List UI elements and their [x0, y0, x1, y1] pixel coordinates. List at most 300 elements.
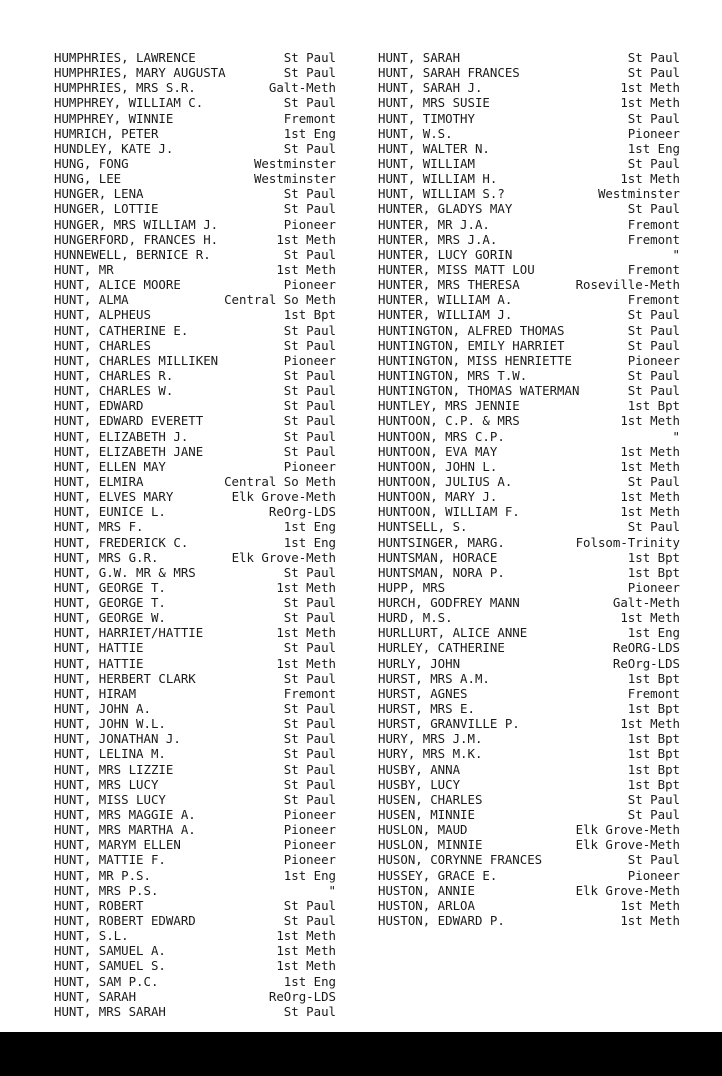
- member-name: HUMPHRIES, MRS S.R.: [54, 80, 196, 96]
- member-name: HUNGER, MRS WILLIAM J.: [54, 216, 219, 232]
- member-name: HURST, MRS A.M.: [378, 670, 490, 686]
- list-item: [378, 217, 680, 232]
- list-item: [54, 413, 336, 428]
- list-item: [54, 974, 336, 989]
- church-name: St Paul: [283, 595, 336, 611]
- list-item: [54, 519, 336, 534]
- list-item: [54, 898, 336, 913]
- church-name: 1st Meth: [620, 610, 680, 626]
- list-item: [54, 640, 336, 655]
- church-name: St Paul: [627, 519, 680, 535]
- list-item: [54, 958, 336, 973]
- list-item: [378, 640, 680, 655]
- list-item: [378, 474, 680, 489]
- member-name: HUSBY, ANNA: [378, 761, 461, 777]
- member-name: HUNTOON, JOHN L.: [378, 458, 498, 474]
- list-item: [378, 383, 680, 398]
- church-name: 1st Bpt: [627, 670, 680, 686]
- member-name: HUSLON, MAUD: [378, 822, 468, 838]
- list-item: [378, 141, 680, 156]
- church-name: Westminster: [253, 155, 336, 171]
- list-item: [378, 65, 680, 80]
- member-name: HUNT, ELMIRA: [54, 473, 144, 489]
- church-name: 1st Bpt: [627, 549, 680, 565]
- list-item: [54, 141, 336, 156]
- member-name: HUNT, ALMA: [54, 292, 129, 308]
- church-name: 1st Bpt: [627, 731, 680, 747]
- church-name: 1st Meth: [620, 897, 680, 913]
- church-name: Pioneer: [283, 458, 336, 474]
- church-name: 1st Meth: [276, 958, 336, 974]
- list-item: [54, 292, 336, 307]
- member-name: HUNT, HATTIE: [54, 640, 144, 656]
- list-item: [54, 716, 336, 731]
- member-name: HUNTSMAN, NORA P.: [378, 564, 505, 580]
- member-name: HURCH, GODFREY MANN: [378, 595, 520, 611]
- member-name: HUNTER, GLADYS MAY: [378, 201, 513, 217]
- list-item: [54, 156, 336, 171]
- church-name: St Paul: [627, 473, 680, 489]
- list-item: [378, 701, 680, 716]
- member-name: HURST, AGNES: [378, 685, 468, 701]
- list-item: [378, 95, 680, 110]
- member-name: HUNT, CHARLES R.: [54, 367, 174, 383]
- member-name: HUSTON, ARLOA: [378, 897, 475, 913]
- list-item: [54, 126, 336, 141]
- member-name: HUNT, MRS MAGGIE A.: [54, 807, 196, 823]
- church-name: St Paul: [283, 746, 336, 762]
- list-item: [378, 413, 680, 428]
- church-name: Pioneer: [283, 837, 336, 853]
- list-item: [54, 868, 336, 883]
- member-name: HUNT, ELVES MARY: [54, 489, 174, 505]
- church-name: Fremont: [627, 231, 680, 247]
- list-item: [54, 262, 336, 277]
- list-item: [378, 247, 680, 262]
- list-item: [54, 883, 336, 898]
- church-name: St Paul: [283, 398, 336, 414]
- member-name: HUNDLEY, KATE J.: [54, 140, 174, 156]
- member-name: HUNT, ELLEN MAY: [54, 458, 166, 474]
- list-item: [54, 95, 336, 110]
- member-name: HUNT, SARAH FRANCES: [378, 65, 520, 81]
- member-name: HUNT, JOHN A.: [54, 701, 151, 717]
- member-name: HUNT, MRS SARAH: [54, 1003, 166, 1019]
- member-name: HUNTOON, MRS C.P.: [378, 428, 505, 444]
- church-name: 1st Meth: [276, 625, 336, 641]
- church-name: St Paul: [283, 716, 336, 732]
- church-name: Elk Grove-Meth: [231, 549, 336, 565]
- church-name: 1st Eng: [283, 519, 336, 535]
- church-name: Fremont: [627, 261, 680, 277]
- member-name: HUNT, HARRIET/HATTIE: [54, 625, 204, 641]
- list-item: [54, 232, 336, 247]
- list-item: [54, 444, 336, 459]
- list-item: [54, 429, 336, 444]
- list-item: [54, 837, 336, 852]
- member-name: HURY, MRS M.K.: [378, 746, 483, 762]
- member-name: HUNT, HIRAM: [54, 685, 137, 701]
- member-name: HUNGERFORD, FRANCES H.: [54, 231, 219, 247]
- list-item: [378, 126, 680, 141]
- church-name: ReORG-LDS: [612, 640, 680, 656]
- member-name: HURD, M.S.: [378, 610, 453, 626]
- list-item: [378, 353, 680, 368]
- church-name: Pioneer: [283, 807, 336, 823]
- member-name: HUNT, ELIZABETH J.: [54, 428, 189, 444]
- church-name: 1st Eng: [627, 140, 680, 156]
- church-name: St Paul: [627, 791, 680, 807]
- member-name: HUNT, FREDERICK C.: [54, 534, 189, 550]
- member-name: HUNTOON, MARY J.: [378, 489, 498, 505]
- list-item: [54, 762, 336, 777]
- church-name: St Paul: [283, 761, 336, 777]
- church-name: Elk Grove-Meth: [575, 837, 680, 853]
- list-item: [54, 489, 336, 504]
- member-name: HURST, MRS E.: [378, 701, 475, 717]
- member-name: HUNTOON, EVA MAY: [378, 443, 498, 459]
- member-name: HUNT, ROBERT EDWARD: [54, 913, 196, 929]
- list-item: [54, 792, 336, 807]
- member-name: HUNT, W.S.: [378, 125, 453, 141]
- list-item: [378, 111, 680, 126]
- list-item: [378, 656, 680, 671]
- member-name: HUNT, SAMUEL A.: [54, 943, 166, 959]
- church-name: ReOrg-LDS: [612, 655, 680, 671]
- church-name: St Paul: [627, 807, 680, 823]
- member-name: HUMRICH, PETER: [54, 125, 159, 141]
- member-name: HUNT, G.W. MR & MRS: [54, 564, 196, 580]
- church-name: Westminster: [597, 186, 680, 202]
- list-item: [54, 111, 336, 126]
- list-item: [378, 277, 680, 292]
- church-name: St Paul: [283, 443, 336, 459]
- church-name: St Paul: [283, 201, 336, 217]
- member-name: HUPP, MRS: [378, 579, 446, 595]
- list-item: [378, 323, 680, 338]
- list-item: [54, 852, 336, 867]
- member-name: HUNT, JOHN W.L.: [54, 716, 166, 732]
- list-item: [378, 686, 680, 701]
- member-name: HUNTINGTON, MISS HENRIETTE: [378, 352, 572, 368]
- list-item: [378, 913, 680, 928]
- list-item: [378, 716, 680, 731]
- list-item: [378, 625, 680, 640]
- member-name: HUMPHRIES, MARY AUGUSTA: [54, 65, 226, 81]
- church-name: Pioneer: [283, 352, 336, 368]
- church-name: St Paul: [627, 852, 680, 868]
- church-name: St Paul: [283, 670, 336, 686]
- list-item: [378, 201, 680, 216]
- list-item: [54, 171, 336, 186]
- church-name: St Paul: [283, 367, 336, 383]
- church-name: St Paul: [283, 95, 336, 111]
- member-name: HUNT, MR P.S.: [54, 867, 151, 883]
- church-name: St Paul: [283, 564, 336, 580]
- church-name: 1st Bpt: [283, 307, 336, 323]
- list-item: [378, 883, 680, 898]
- church-name: ReOrg-LDS: [268, 988, 336, 1004]
- member-name: HUNTER, MR J.A.: [378, 216, 490, 232]
- list-item: [378, 444, 680, 459]
- list-item: [378, 50, 680, 65]
- member-name: HUNTOON, C.P. & MRS: [378, 413, 520, 429]
- list-item: [54, 217, 336, 232]
- church-name: Elk Grove-Meth: [575, 882, 680, 898]
- member-name: HURLY, JOHN: [378, 655, 461, 671]
- list-item: [378, 519, 680, 534]
- member-name: HUNT, WILLIAM H.: [378, 171, 498, 187]
- list-item: [378, 171, 680, 186]
- list-item: [378, 792, 680, 807]
- member-name: HUNTOON, WILLIAM F.: [378, 504, 520, 520]
- list-item: [378, 292, 680, 307]
- member-name: HUNTER, MRS THERESA: [378, 277, 520, 293]
- member-name: HUNT, MR: [54, 261, 114, 277]
- member-name: HUMPHREY, WINNIE: [54, 110, 174, 126]
- church-name: Fremont: [283, 110, 336, 126]
- member-name: HUNT, WILLIAM: [378, 155, 475, 171]
- list-item: [54, 398, 336, 413]
- member-name: HUSSEY, GRACE E.: [378, 867, 498, 883]
- church-name: St Paul: [283, 413, 336, 429]
- church-name: St Paul: [283, 246, 336, 262]
- church-name: 1st Meth: [276, 231, 336, 247]
- church-name: Fremont: [283, 685, 336, 701]
- list-item: [54, 50, 336, 65]
- member-name: HUNT, MRS G.R.: [54, 549, 159, 565]
- list-item: [54, 383, 336, 398]
- church-name: Fremont: [627, 216, 680, 232]
- list-item: [54, 913, 336, 928]
- member-name: HUNT, MRS P.S.: [54, 882, 159, 898]
- church-name: St Paul: [627, 201, 680, 217]
- church-name: St Paul: [283, 140, 336, 156]
- church-name: Elk Grove-Meth: [231, 489, 336, 505]
- member-name: HUSEN, CHARLES: [378, 791, 483, 807]
- church-name: 1st Bpt: [627, 776, 680, 792]
- list-item: [54, 807, 336, 822]
- church-name: 1st Eng: [283, 973, 336, 989]
- list-item: [378, 595, 680, 610]
- member-name: HUNT, HATTIE: [54, 655, 144, 671]
- list-item: [378, 777, 680, 792]
- list-item: [378, 671, 680, 686]
- member-name: HUNG, FONG: [54, 155, 129, 171]
- church-name: 1st Meth: [276, 579, 336, 595]
- church-name: Pioneer: [283, 822, 336, 838]
- list-item: [54, 307, 336, 322]
- church-name: 1st Bpt: [627, 398, 680, 414]
- list-item: [54, 656, 336, 671]
- member-name: HUNT, SARAH: [54, 988, 137, 1004]
- church-name: 1st Bpt: [627, 701, 680, 717]
- member-name: HUNT, LELINA M.: [54, 746, 166, 762]
- list-item: [54, 625, 336, 640]
- church-name: 1st Meth: [276, 943, 336, 959]
- list-item: [54, 595, 336, 610]
- member-name: HUNT, MRS LUCY: [54, 776, 159, 792]
- church-name: St Paul: [283, 791, 336, 807]
- list-item: [378, 535, 680, 550]
- church-name: St Paul: [283, 50, 336, 65]
- member-name: HUNT, SAMUEL S.: [54, 958, 166, 974]
- list-item: [54, 822, 336, 837]
- left-column: [54, 50, 336, 1019]
- member-name: HUNT, MRS MARTHA A.: [54, 822, 196, 838]
- list-item: [378, 822, 680, 837]
- member-name: HUNTINGTON, ALFRED THOMAS: [378, 322, 565, 338]
- list-item: [54, 368, 336, 383]
- member-name: HURST, GRANVILLE P.: [378, 716, 520, 732]
- list-item: [54, 474, 336, 489]
- list-item: [54, 323, 336, 338]
- member-name: HUNTINGTON, EMILY HARRIET: [378, 337, 565, 353]
- member-name: HUNT, ALPHEUS: [54, 307, 151, 323]
- list-item: [378, 489, 680, 504]
- list-item: [378, 80, 680, 95]
- member-name: HUNTLEY, MRS JENNIE: [378, 398, 520, 414]
- church-name: St Paul: [283, 428, 336, 444]
- member-name: HUNTSMAN, HORACE: [378, 549, 498, 565]
- church-name: ReOrg-LDS: [268, 504, 336, 520]
- list-item: [54, 943, 336, 958]
- church-name: St Paul: [627, 110, 680, 126]
- church-name: Pioneer: [627, 867, 680, 883]
- church-name: 1st Meth: [620, 716, 680, 732]
- member-name: HUMPHRIES, LAWRENCE: [54, 50, 196, 65]
- list-item: [378, 762, 680, 777]
- church-name: St Paul: [283, 913, 336, 929]
- member-name: HUNTER, LUCY GORIN: [378, 246, 513, 262]
- list-item: [378, 550, 680, 565]
- church-name: Pioneer: [627, 579, 680, 595]
- church-name: St Paul: [627, 337, 680, 353]
- member-name: HUNTER, WILLIAM A.: [378, 292, 513, 308]
- list-item: [378, 307, 680, 322]
- list-item: [54, 565, 336, 580]
- list-item: [378, 232, 680, 247]
- member-name: HUNT, MRS F.: [54, 519, 144, 535]
- list-item: [378, 580, 680, 595]
- church-name: Pioneer: [283, 852, 336, 868]
- list-item: [54, 201, 336, 216]
- church-name: 1st Meth: [620, 458, 680, 474]
- list-item: [378, 731, 680, 746]
- member-name: HUNT, CHARLES W.: [54, 383, 174, 399]
- church-name: St Paul: [627, 367, 680, 383]
- member-name: HUNT, ROBERT: [54, 897, 144, 913]
- list-item: [54, 701, 336, 716]
- member-name: HUNTER, WILLIAM J.: [378, 307, 513, 323]
- church-name: St Paul: [283, 640, 336, 656]
- church-name: Folsom-Trinity: [575, 534, 680, 550]
- member-name: HUNTOON, JULIUS A.: [378, 473, 513, 489]
- church-name: St Paul: [627, 383, 680, 399]
- member-name: HUNTER, MRS J.A.: [378, 231, 498, 247]
- list-item: [378, 504, 680, 519]
- church-name: 1st Meth: [620, 171, 680, 187]
- list-item: [378, 898, 680, 913]
- list-item: [378, 746, 680, 761]
- list-item: [378, 565, 680, 580]
- list-item: [378, 156, 680, 171]
- list-item: [54, 1004, 336, 1019]
- member-name: HURLLURT, ALICE ANNE: [378, 625, 528, 641]
- member-name: HUNT, GEORGE T.: [54, 579, 166, 595]
- church-name: St Paul: [283, 701, 336, 717]
- list-item: [54, 580, 336, 595]
- list-item: [54, 277, 336, 292]
- church-name: 1st Meth: [276, 655, 336, 671]
- church-name: St Paul: [627, 307, 680, 323]
- church-name: 1st Meth: [276, 261, 336, 277]
- list-item: [54, 989, 336, 1004]
- church-name: 1st Meth: [620, 95, 680, 111]
- member-name: HUNNEWELL, BERNICE R.: [54, 246, 211, 262]
- church-name: 1st Meth: [620, 413, 680, 429]
- church-name: St Paul: [283, 1003, 336, 1019]
- church-name: Pioneer: [283, 277, 336, 293]
- church-name: Pioneer: [627, 352, 680, 368]
- member-name: HUNG, LEE: [54, 171, 122, 187]
- list-item: [54, 80, 336, 95]
- church-name: 1st Meth: [620, 443, 680, 459]
- member-name: HUNT, CHARLES: [54, 337, 151, 353]
- church-name: St Paul: [283, 383, 336, 399]
- member-name: HURLEY, CATHERINE: [378, 640, 505, 656]
- member-name: HUNT, EUNICE L.: [54, 504, 166, 520]
- list-item: [378, 868, 680, 883]
- church-name: 1st Meth: [276, 928, 336, 944]
- list-item: [378, 262, 680, 277]
- church-name: St Paul: [627, 322, 680, 338]
- list-item: [378, 459, 680, 474]
- member-name: HUNT, GEORGE W.: [54, 610, 166, 626]
- member-name: HUNT, MATTIE F.: [54, 852, 166, 868]
- member-name: HUNT, JONATHAN J.: [54, 731, 181, 747]
- church-name: 1st Meth: [620, 489, 680, 505]
- member-name: HUNT, SAM P.C.: [54, 973, 159, 989]
- list-item: [54, 746, 336, 761]
- member-name: HUNT, CHARLES MILLIKEN: [54, 352, 219, 368]
- member-name: HUNGER, LENA: [54, 186, 144, 202]
- church-name: St Paul: [627, 50, 680, 65]
- member-name: HUNT, S.L.: [54, 928, 129, 944]
- right-column: [378, 50, 680, 928]
- member-name: HUNT, TIMOTHY: [378, 110, 475, 126]
- church-name: St Paul: [283, 322, 336, 338]
- list-item: [54, 338, 336, 353]
- church-name: 1st Meth: [620, 80, 680, 96]
- member-name: HUSON, CORYNNE FRANCES: [378, 852, 543, 868]
- church-name: 1st Bpt: [627, 564, 680, 580]
- church-name: 1st Eng: [283, 534, 336, 550]
- list-item: [54, 65, 336, 80]
- church-name: Central So Meth: [224, 473, 336, 489]
- member-name: HUNT, SARAH: [378, 50, 461, 65]
- list-item: [378, 852, 680, 867]
- list-item: [378, 368, 680, 383]
- list-item: [54, 731, 336, 746]
- church-name: ": [672, 246, 680, 262]
- church-name: Central So Meth: [224, 292, 336, 308]
- church-name: ": [328, 882, 336, 898]
- church-name: Westminster: [253, 171, 336, 187]
- member-name: HUNT, WALTER N.: [378, 140, 490, 156]
- member-name: HUNT, ALICE MOORE: [54, 277, 181, 293]
- member-name: HUNT, HERBERT CLARK: [54, 670, 196, 686]
